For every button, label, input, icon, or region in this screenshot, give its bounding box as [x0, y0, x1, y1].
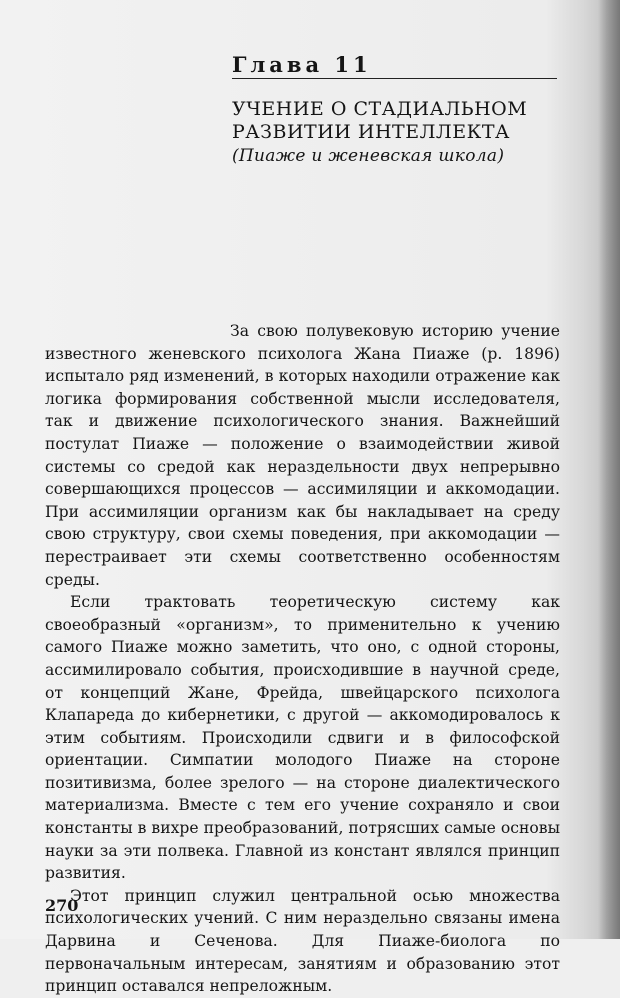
- chapter-label: Глава 11: [232, 52, 372, 77]
- chapter-title: [232, 98, 562, 144]
- paragraph: Этот принцип служил центральной осью множества психологических учений. С ним нераздельно связаны имена Дарвина и Сеченова. Для Пиаже-биолога по первоначальным интересам, занятиям и образованию этот принцип оставался непреложным.: [45, 886, 560, 996]
- body-text: [45, 320, 560, 998]
- chapter-divider: [232, 78, 557, 79]
- chapter-subtitle: (Пиаже и женевская школа): [232, 146, 505, 166]
- page-number: 270: [45, 896, 79, 915]
- chapter-title-line-1: УЧЕНИЕ О СТАДИАЛЬНОМ: [232, 98, 528, 120]
- paragraph: За свою полувековую историю учение известного женевского психолога Жана Пиаже (р. 1896) испытало ряд изменений, в которых находили отражение как логика формирования собственной мысли исследователя, так и движение психологического знания. Важнейший постулат Пиаже — положение о взаимодействии живой системы со средой как нераздельности двух непрерывно совершающихся процессов — ассимиляции и аккомодации. При ассимиляции организм как бы накладывает на среду свою структуру, свои схемы поведения, при аккомодации — перестраивает эти схемы соответственно особенностям среды.: [45, 322, 560, 589]
- page-spine-shadow: [598, 0, 620, 939]
- paragraph: Если трактовать теоретическую систему как своеобразный «организм», то применительно к учению самого Пиаже можно заметить, что оно, с одной стороны, ассимилировало события, происходившие в научной среде, от концепций Жане, Фрейда, швейцарского психолога Клапареда до кибернетики, с другой — аккомодировалось к этим событиям. Происходили сдвиги и в философской ориентации. Симпатии молодого Пиаже на стороне позитивизма, более зрелого — на стороне диалектического материализма. Вместе с тем его учение сохраняло и свои константы в вихре преобразований, потрясших самые основы науки за эти полвека. Главной из констант являлся принцип развития.: [45, 593, 560, 883]
- chapter-title-line-2: РАЗВИТИИ ИНТЕЛЛЕКТА: [232, 121, 510, 143]
